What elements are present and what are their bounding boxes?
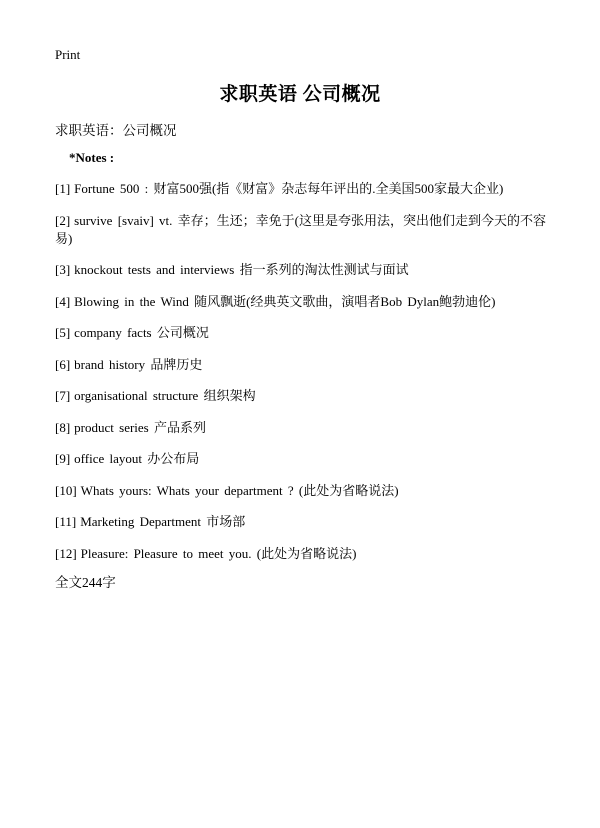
note-item (55, 482, 555, 500)
note-number: [2] (55, 212, 71, 228)
note-text: brand history 品牌历史 (74, 356, 203, 372)
note-text: survive [svaiv] vt. 幸存；生还；幸免于(这里是夸张用法，突出他们走到今天的不容易) (55, 212, 546, 246)
note-item (55, 261, 555, 279)
note-item (55, 212, 555, 248)
note-text: Blowing in the Wind 随风飘逝(经典英文歌曲，演唱者Bob Dylan鲍勃迪伦) (74, 293, 496, 309)
word-count: 全文244字 (55, 575, 116, 590)
note-number: [7] (55, 388, 71, 403)
note-item (55, 513, 555, 531)
note-item (55, 387, 555, 405)
note-number: [12] (55, 545, 77, 561)
note-number: [1] (55, 181, 71, 196)
note-item (55, 293, 555, 311)
page-title: 求职英语 公司概况 (219, 84, 381, 105)
note-number: [6] (55, 356, 71, 372)
note-number: [4] (55, 293, 71, 309)
note-text: Whats yours: Whats your department ? (此处为省略说法) (80, 482, 399, 498)
notes-list (55, 180, 555, 576)
note-text: Pleasure: Pleasure to meet you. (此处为省略说法) (80, 545, 357, 561)
notes-heading: *Notes : (69, 150, 115, 165)
note-item (55, 450, 555, 468)
note-number: [11] (55, 514, 77, 529)
note-item (55, 545, 555, 563)
note-text: organisational structure 组织架构 (74, 388, 256, 403)
print-label: Print (55, 47, 81, 62)
note-text: Fortune 500 : 财富500强(指《财富》杂志每年评出的.全美国500家最大企业) (74, 181, 504, 196)
note-number: [8] (55, 419, 71, 435)
note-item (55, 180, 555, 198)
note-text: company facts 公司概况 (74, 325, 209, 340)
note-text: office layout 办公布局 (74, 451, 200, 466)
note-number: [9] (55, 451, 71, 466)
note-number: [3] (55, 262, 71, 277)
note-number: [5] (55, 325, 71, 340)
note-text: product series 产品系列 (74, 419, 206, 435)
subtitle: 求职英语：公司概况 (55, 123, 177, 138)
note-text: Marketing Department 市场部 (80, 514, 246, 529)
note-text: knockout tests and interviews 指一系列的淘汰性测试与面试 (74, 262, 409, 277)
note-item (55, 419, 555, 437)
note-number: [10] (55, 482, 77, 498)
note-item (55, 356, 555, 374)
note-item (55, 324, 555, 342)
